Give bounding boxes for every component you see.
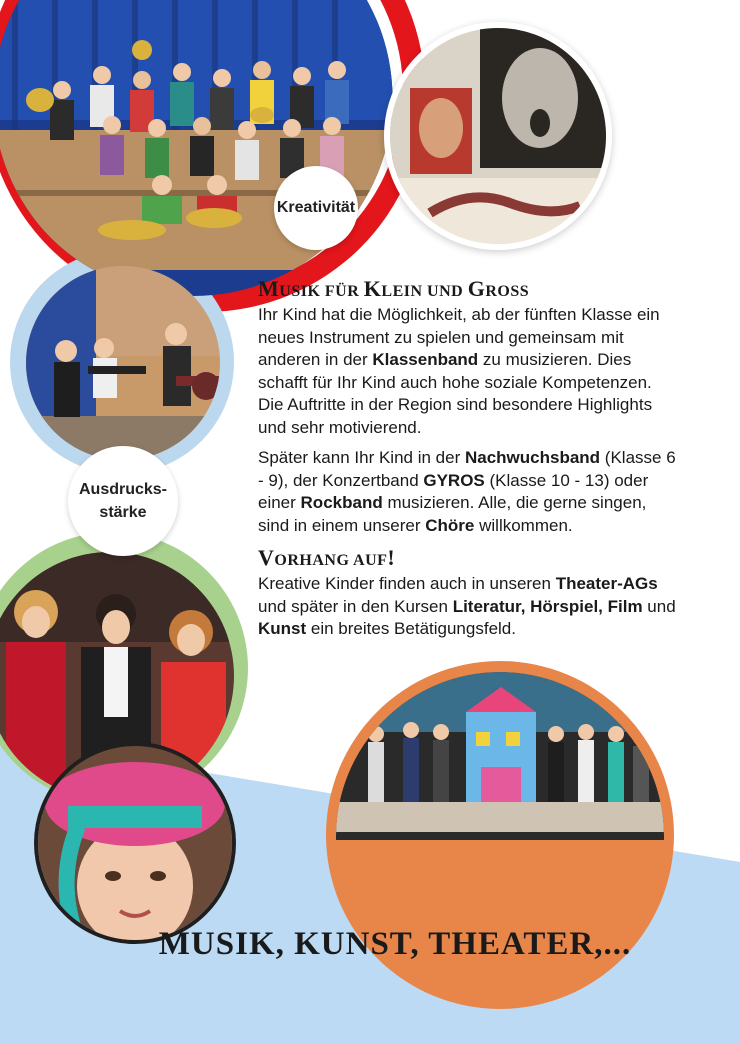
main-content [258, 276, 678, 649]
paragraph-baender: Später kann Ihr Kind in der Nachwuchsband (Klasse 6 - 9), der Konzertband GYROS (Klasse 10 - 13) oder einer Rockband musizieren. Alle, die gerne singen, sind in einem unserer Chöre willkommen. [258, 448, 676, 535]
badge-ausdrucks-line2: stärke [99, 504, 147, 521]
footer-title: MUSIK, KUNST, THEATER,... [158, 926, 632, 962]
badge-ausdrucksstaerke [68, 446, 178, 556]
girl-hat-photo [34, 742, 236, 944]
paragraph-theater: Kreative Kinder finden auch in unseren Theater-AGs und später in den Kursen Literatur, Hörspiel, Film und Kunst ein breites Betätigungsfeld. [258, 574, 676, 638]
art-photo [384, 22, 612, 250]
section-title-musik: MUSIK FÜR KLEIN UND GROSS [258, 276, 530, 301]
paragraph-klassenband: Ihr Kind hat die Möglichkeit, ab der fünften Klasse ein neues Instrument zu spielen und gemeinsam mit anderen in der Klassenband zu musizieren. Dies schafft für Ihr Kind auch hohe soziale Kompetenzen. Die Auftritte in der Region sind besondere Highlights und sehr motivierend. [258, 305, 660, 437]
section-title-vorhang: VORHANG AUF! [258, 545, 396, 570]
rock-band-photo [26, 266, 220, 460]
badge-kreativitaet [274, 166, 358, 250]
badge-kreativitaet-label: Kreativität [276, 199, 356, 217]
badge-ausdrucks-line1: Ausdrucks- [78, 480, 168, 498]
